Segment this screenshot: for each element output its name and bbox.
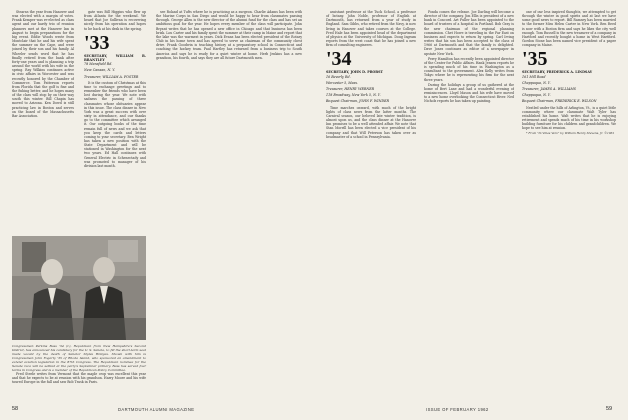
footnote: * From "In Vines Vero" by William Henry Stevens, Jr. ©1961	[526, 130, 615, 135]
address-1934-line3: 118 Broadway, New York 5, N. Y.	[326, 93, 381, 98]
left-column-2: gate was Bill Higgins who flew up from Atlanta for the weekend. We heard that Joe Sullivan is recovering nicely from his operation and hopes to be back at his desk in the spring. '33 SECRETARY, WILLIAM B. BRANTLEY 78 Mansfield Rd. New Canaan, N. Y. Treasurer, WILLIAM A. FOSTER It is the custom of Christmas at this time to exchange greetings and to remember the friends who have been lost during the year. We note with sadness the passing of three classmates whose obituaries appear in this issue. The class dinner in New York was a great success with over sixty in attendance, and our thanks go to the committee which arranged it. Our outgoing books of the time remain full of news and we ask that you keep the cards and letters coming to your secretary. Ben Wright has taken a new position with the State Department and will be stationed in Washington for the next two years. Ed Hall continues with General Electric in Schenectady and was promoted to manager of his division last month.	[84, 10, 146, 168]
bequest-chairman-1934: Bequest Chairman, JOHN F. WINDER	[326, 99, 389, 104]
class-1934-header	[326, 48, 416, 103]
congressman-photo	[12, 236, 146, 340]
left-page-number: 58	[12, 406, 19, 412]
right-column-2: Fonda comes the release. Joe Darling will become a director of the company. Jim Ellis is president of a new bank in Concord. Art Fuller has been appointed to the board of trustees of a hospital in Portland. Bob Gray is the new chairman of the regional planning commission. Chet Howe is traveling in the Far East on business and expects to return by spring. Carl Irving writes that his son has been accepted to the class of 1966 at Dartmouth and that the family is delighted. Dave Jones continues as editor of a newspaper in upstate New York. Perry Hamilton has recently been appointed director of the Center for Public Affairs. Hank Jensen reports he is spending much of his time in Washington as a consultant to the government. Alex Kelly writes from Tokyo where he is representing his firm for the next three years. During the holidays a group of us gathered at the home of Bert Lane and had a wonderful evening of reminiscences. Lloyd Mason and his wife have moved to a new home overlooking the Connecticut River. Ned Nichols reports he has taken up painting.	[424, 10, 514, 104]
address-1933-line1: 78 Mansfield Rd.	[84, 62, 113, 67]
right-page-number: 59	[606, 406, 613, 412]
left-column-1-top: Stearns the year from Hanover and was elected with a margin of votes. Frank Kemper was re-elected as class agent and our hardy trio of reunion planners met at the Hanover Inn in August to begin preparations for the big event. Eddie Woods wrote from Montclair that he and his wife spent the summer on the Cape, and were joined by their son and his family. Al Wheeler sends word that he has finally retired from the bank after forty-one years and is planning a trip around the world with his wife in the spring. Ray Wilkins continues active in civic affairs in Worcester and was recently honored by the Chamber of Commerce. Tom Patterson reports from Florida that the golf is fine and the fishing better, and he hopes many of the class will stop by on their way south this winter. Bill Chapin has moved to Arizona. Ken Dowd is still practicing law in Boston and serves on the board of the Massachusetts Bar Association.	[12, 10, 74, 118]
address-1935-line1: 161 Mill Road	[522, 74, 546, 79]
left-column-1-bottom: Fred Steele writes from Vermont that the maple crop was excellent this year and that he expects to be at reunion with his grandson. Harry Moore and his wife toured Europe in the fall and saw Bob Trask in Paris.	[12, 372, 146, 385]
address-1935-line3: Chappaqua, N. Y.	[522, 93, 551, 98]
bequest-chairman-1935: Bequest Chairman, FREDERICK E. WILSON	[522, 99, 597, 104]
address-1934-line2: Worcester 5, Mass.	[326, 80, 359, 85]
secretary-1934: SECRETARY, JOHN D. PROBST	[326, 70, 383, 75]
class-1935-header	[522, 48, 616, 103]
class-1933-header	[84, 32, 146, 79]
left-page-footer: DARTMOUTH ALUMNI MAGAZINE	[118, 407, 195, 412]
class-year-1934: '34	[326, 48, 352, 71]
class-year-1935: '35	[522, 48, 548, 71]
right-page-footer: ISSUE OF FEBRUARY 1962	[426, 407, 489, 412]
secretary-1933: SECRETARY, WILLIAM B. BRANTLEY	[84, 53, 146, 62]
address-1934-line1: 16 Beverly Rd.	[326, 74, 351, 79]
treasurer-1935: Treasurer, JAMES A. WILLIAMS	[522, 87, 576, 92]
address-1935-line2: Chappaqua, N. Y.	[522, 80, 551, 85]
treasurer-1934: Treasurer, HENRY WERNER	[326, 87, 375, 92]
photo-caption: Congressman Perkins Bass '34 (r.), Republican from New Hampshire's Second District, has announced his candidacy for the U. S. Senate, to fill the short-term seat made vacant by the death of Senator Styles Bridges. Shown with him is Congressman John Fogarty '35 of Rhode Island, who sponsored an amendment to extend aviation legislation in the 87th Congress. The Republican nominee for the Senate race will be settled at the party's September primary. Bass has served four terms in Congress and is a member of the Republican Policy Committee.	[12, 344, 146, 372]
left-column-3: see Roland at Tufts where he is practicing as a surgeon. Charlie Adams has been with the Marine Corps in San Diego and would be happy to hear from classmates passing through. George Allen is the new director of the alumni fund for the class and has set an ambitious goal for the year. He hopes every member of the class will participate. John Bryant writes that he has opened a new office in Chicago and that business has been brisk. Lou Carter and his family spent the summer at their camp in Maine and report that the lake was the warmest in years. Dick Evans has been elected president of the Rotary Club in his home town and has agreed to serve as chairman of the community chest drive. Frank Goodwin is teaching history at a preparatory school in Connecticut and coaching the hockey team. Paul Hartley has returned from a business trip to South America and says he is ready for a quiet winter at home. Herb Jenkins has a new grandson, his fourth, and says they are all future Dartmouth men.	[156, 10, 302, 60]
treasurer-1933: Treasurer, WILLIAM A. FOSTER	[84, 74, 139, 79]
right-column-3: one of our less inspired thoughts, we attempted to get through the winter in good spirits and at last we have some good news to report. Bill Ramsey has been married to the former Miss Helen Carter in New York. Ben Reed is now with a Boston firm and says he likes the city well enough. Tom Russell is the new treasurer of a company in Hartford and recently bought a home in West Hartford. Gordon Stone has been named vice president of a paper company in Maine. '35 SECRETARY, FREDERICK A. LINDSAY 161 Mill Road Chappaqua, N. Y. Treasurer, JAMES A. WILLIAMS Chappaqua, N. Y. Bequest Chairman, FREDERICK E. WILSON Nestled under the hills of Arlington, Vt., is a quiet little community where our classmate Walt Tyler has established his home. Walt writes that he is enjoying retirement and spends much of his time in his workshop building furniture for his children and grandchildren. We hope to see him at reunion. * From "In Vines Vero" by William Henry Stevens, Jr. ©1961	[522, 10, 616, 135]
secretary-1935: SECRETARY, FREDERICK A. LINDSAY	[522, 70, 593, 75]
class-year-1933: '33	[84, 31, 110, 54]
address-1933-line2: New Canaan, N. Y.	[84, 68, 116, 73]
right-page	[314, 0, 628, 420]
right-column-1: assistant professor at the Tuck School, a professor of botany. John Noble, professor of English at Dartmouth, has returned from a year of study in England. Sam Gibbs, who retired from the Navy, is now living in Hanover and takes courses at the College. Fred Hale has been appointed head of the department of physics at the University of Michigan. Doug Ingram reports from the west coast that he has joined a new firm of consulting engineers. '34 SECRETARY, JOHN D. PROBST 16 Beverly Rd. Worcester 5, Mass. Treasurer, HENRY WERNER 118 Broadway, New York 5, N. Y. Bequest Chairman, JOHN F. WINDER Time marches onward, with much of the bright lights of class news from the latter months. The Carnival season, our beloved late winter tradition, is almost upon us, and the class dinner at the Hanover Inn promises to be a well attended affair. We note that Stan Morrill has been elected a vice president of his company and that Will Peterson has taken over as headmaster of a school in Pennsylvania.	[326, 10, 416, 139]
